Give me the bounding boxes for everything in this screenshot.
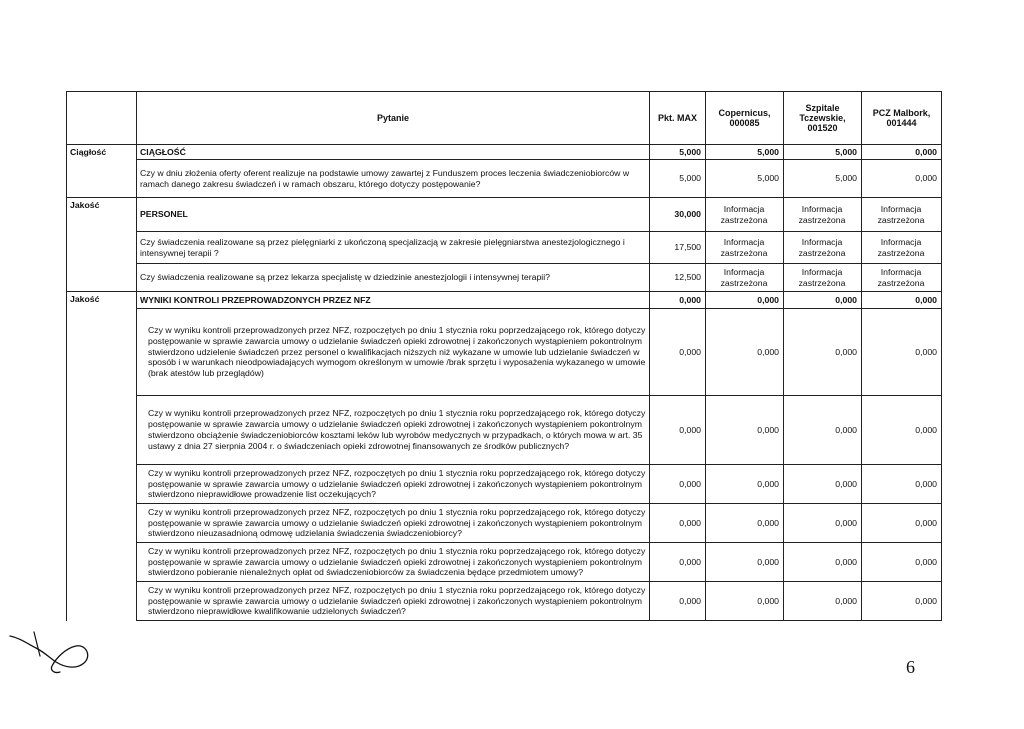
header-row: [67, 92, 942, 145]
row-max-points: 12,500: [650, 264, 706, 292]
row-category: [67, 582, 137, 621]
table-body: [67, 92, 942, 621]
row-question: WYNIKI KONTROLI PRZEPROWADZONYCH PRZEZ NFZ: [137, 292, 650, 309]
row-score-v3: 0,000: [862, 582, 942, 621]
row-category: [67, 264, 137, 292]
row-question: Czy w wyniku kontroli przeprowadzonych przez NFZ, rozpoczętych po dniu 1 stycznia roku poprzedzającego rok, którego dotyczy postępowanie w sprawie zawarcia umowy o udzielanie świadczeń opieki zdrowotnej i zakończonych wystąpieniem pokontrolnym stwierdzono udzielenie świadczeń przez personel o kwalifikacjach niższych niż wykazane w umowie lub udzielanie świadczeń w sposób i w warunkach nieodpowiadających wymogom określonym w umowie /brak sprzętu i wyposażenia wykazanego w umowie (brak atestów lub przeglądów): [137, 309, 650, 396]
row-question: Czy w dniu złożenia oferty oferent realizuje na podstawie umowy zawartej z Funduszem proces leczenia świadczeniobiorców w ramach danego zakresu świadczeń i w ramach obszaru, którego dotyczy postępowanie?: [137, 160, 650, 198]
row-category: [67, 543, 137, 582]
row-score-v2: Informacja zastrzeżona: [784, 264, 862, 292]
header-szpitale-tczewskie: Szpitale Tczewskie, 001520: [784, 92, 862, 145]
header-pcz-malbork: PCZ Malbork, 001444: [862, 92, 942, 145]
row-question: Czy w wyniku kontroli przeprowadzonych przez NFZ, rozpoczętych po dniu 1 stycznia roku poprzedzającego rok, którego dotyczy postępowanie w sprawie zawarcia umowy o udzielanie świadczeń opieki zdrowotnej i zakończonych wystąpieniem pokontrolnym stwierdzono obciążenie świadczeniobiorców kosztami leków lub wyrobów medycznych w przypadkach, o których mowa w art. 35 ustawy z dnia 27 sierpnia 2004 r. o świadczeniach opieki zdrowotnej finansowanych ze środków publicznych?: [137, 396, 650, 465]
row-max-points: 0,000: [650, 396, 706, 465]
signature-mark: [6, 618, 96, 678]
row-question: Czy w wyniku kontroli przeprowadzonych przez NFZ, rozpoczętych po dniu 1 stycznia roku poprzedzającego rok, którego dotyczy postępowanie w sprawie zawarcia umowy o udzielanie świadczeń opieki zdrowotnej i zakończonych wystąpieniem pokontrolnym stwierdzono nieprawidłowe kwalifikowanie udzielonych świadczeń?: [137, 582, 650, 621]
row-category: Jakość: [67, 292, 137, 309]
row-score-v3: 0,000: [862, 292, 942, 309]
table-row: [67, 396, 942, 465]
evaluation-table-wrap: [66, 91, 941, 621]
row-score-v3: 0,000: [862, 396, 942, 465]
row-score-v2: 0,000: [784, 582, 862, 621]
row-max-points: 0,000: [650, 543, 706, 582]
row-max-points: 0,000: [650, 504, 706, 543]
row-max-points: 30,000: [650, 198, 706, 232]
row-score-v3: Informacja zastrzeżona: [862, 232, 942, 264]
table-row: [67, 543, 942, 582]
row-score-v1: Informacja zastrzeżona: [706, 264, 784, 292]
header-category: [67, 92, 137, 145]
row-score-v1: 5,000: [706, 145, 784, 160]
row-category: [67, 160, 137, 198]
table-row: [67, 198, 942, 232]
page-number: 6: [906, 657, 915, 677]
row-question: Czy w wyniku kontroli przeprowadzonych przez NFZ, rozpoczętych po dniu 1 stycznia roku poprzedzającego rok, którego dotyczy postępowanie w sprawie zawarcia umowy o udzielanie świadczeń opieki zdrowotnej i zakończonych wystąpieniem pokontrolnym stwierdzono pobieranie nienależnych opłat od świadczeniobiorców za świadczenia będące przedmiotem umowy?: [137, 543, 650, 582]
row-max-points: 0,000: [650, 465, 706, 504]
row-score-v1: Informacja zastrzeżona: [706, 198, 784, 232]
table-row: [67, 145, 942, 160]
row-question: Czy w wyniku kontroli przeprowadzonych przez NFZ, rozpoczętych po dniu 1 stycznia roku poprzedzającego rok, którego dotyczy postępowanie w sprawie zawarcia umowy o udzielanie świadczeń opieki zdrowotnej i zakończonych wystąpieniem pokontrolnym stwierdzono nieuzasadnioną odmowę udzielania świadczenia świadczeniobiorcy?: [137, 504, 650, 543]
row-category: [67, 232, 137, 264]
table-row: [67, 264, 942, 292]
row-category: [67, 465, 137, 504]
row-max-points: 0,000: [650, 309, 706, 396]
row-question: Czy świadczenia realizowane są przez lekarza specjalistę w dziedzinie anestezjologii i intensywnej terapii?: [137, 264, 650, 292]
evaluation-table: [66, 91, 942, 621]
table-row: [67, 232, 942, 264]
header-max: Pkt. MAX: [650, 92, 706, 145]
table-row: [67, 582, 942, 621]
row-score-v3: 0,000: [862, 465, 942, 504]
row-score-v2: 5,000: [784, 145, 862, 160]
row-question: CIĄGŁOŚĆ: [137, 145, 650, 160]
row-score-v2: 0,000: [784, 396, 862, 465]
row-question: PERSONEL: [137, 198, 650, 232]
row-max-points: 17,500: [650, 232, 706, 264]
row-score-v1: 0,000: [706, 504, 784, 543]
table-row: [67, 309, 942, 396]
header-copernicus: Copernicus, 000085: [706, 92, 784, 145]
row-max-points: 5,000: [650, 160, 706, 198]
row-score-v2: Informacja zastrzeżona: [784, 198, 862, 232]
row-score-v3: Informacja zastrzeżona: [862, 264, 942, 292]
row-score-v3: 0,000: [862, 160, 942, 198]
row-score-v2: 0,000: [784, 504, 862, 543]
row-score-v3: 0,000: [862, 145, 942, 160]
row-score-v3: 0,000: [862, 543, 942, 582]
row-score-v1: 5,000: [706, 160, 784, 198]
row-category: Ciągłość: [67, 145, 137, 160]
table-row: [67, 504, 942, 543]
row-score-v2: 0,000: [784, 543, 862, 582]
row-score-v2: 5,000: [784, 160, 862, 198]
table-row: [67, 160, 942, 198]
row-category: [67, 309, 137, 396]
row-max-points: 0,000: [650, 292, 706, 309]
row-max-points: 0,000: [650, 582, 706, 621]
row-score-v3: 0,000: [862, 309, 942, 396]
row-category: [67, 396, 137, 465]
table-row: [67, 292, 942, 309]
row-score-v2: 0,000: [784, 465, 862, 504]
row-question: Czy świadczenia realizowane są przez pielęgniarki z ukończoną specjalizacją w zakresie pielęgniarstwa anestezjologicznego i intensywnej terapii ?: [137, 232, 650, 264]
row-score-v1: Informacja zastrzeżona: [706, 232, 784, 264]
table-row: [67, 465, 942, 504]
row-category: Jakość: [67, 198, 137, 232]
row-score-v3: Informacja zastrzeżona: [862, 198, 942, 232]
row-score-v1: 0,000: [706, 396, 784, 465]
row-max-points: 5,000: [650, 145, 706, 160]
row-question: Czy w wyniku kontroli przeprowadzonych przez NFZ, rozpoczętych po dniu 1 stycznia roku poprzedzającego rok, którego dotyczy postępowanie w sprawie zawarcia umowy o udzielanie świadczeń opieki zdrowotnej i zakończonych wystąpieniem pokontrolnym stwierdzono nieprawidłowe prowadzenie list oczekujących?: [137, 465, 650, 504]
row-score-v3: 0,000: [862, 504, 942, 543]
row-score-v1: 0,000: [706, 309, 784, 396]
row-score-v1: 0,000: [706, 465, 784, 504]
header-question: Pytanie: [137, 92, 650, 145]
row-score-v2: Informacja zastrzeżona: [784, 232, 862, 264]
row-category: [67, 504, 137, 543]
row-score-v2: 0,000: [784, 309, 862, 396]
row-score-v1: 0,000: [706, 582, 784, 621]
row-score-v1: 0,000: [706, 543, 784, 582]
row-score-v1: 0,000: [706, 292, 784, 309]
row-score-v2: 0,000: [784, 292, 862, 309]
